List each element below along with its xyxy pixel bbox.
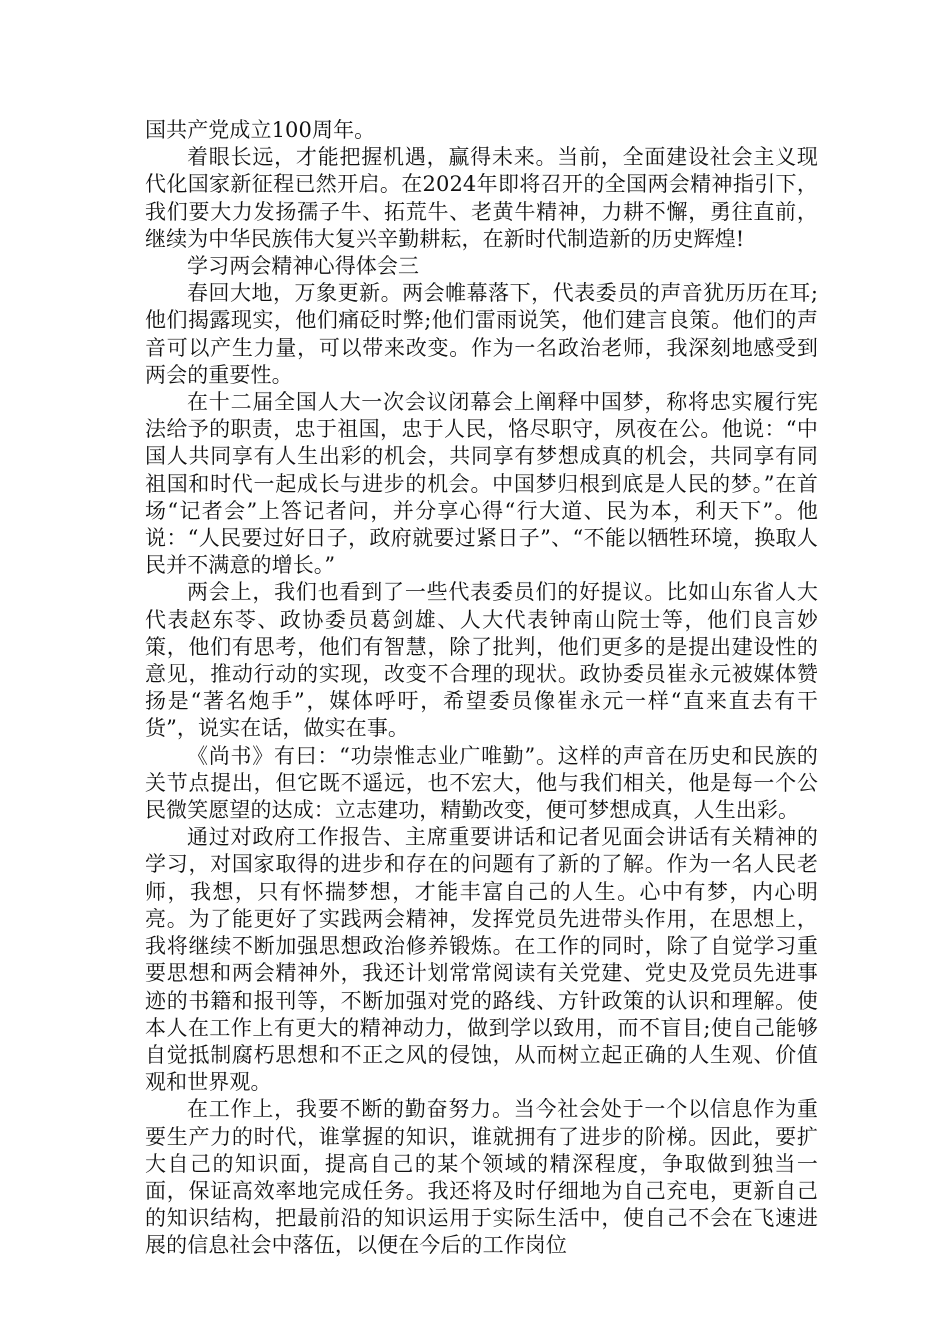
paragraph: 国共产党成立100周年。 — [145, 118, 376, 142]
paragraph: 两会上，我们也看到了一些代表委员们的好提议。比如山东省人大代表赵东苓、政协委员葛剑雄、人大代表钟南山院士等，他们良言妙策，他们有思考，他们有智慧，除了批判，他们更多的是提出建设性的意见，推动行动的实现，改变不合理的现状。政协委员崔永元被媒体赞扬是“著名炮手”，媒体呼吁，希望委员像崔永元一样“直来直去有干货”，说实在话，做实在事。 — [145, 580, 818, 741]
paragraph: 着眼长远，才能把握机遇，赢得未来。当前，全面建设社会主义现代化国家新征程已然开启。在2024年即将召开的全国两会精神指引下，我们要大力发扬孺子牛、拓荒牛、老黄牛精神，力耕不懈，勇往直前，继续为中华民族伟大复兴辛勤耕耘，在新时代制造新的历史辉煌! — [145, 145, 818, 251]
section-heading: 学习两会精神心得体会三 — [187, 254, 420, 279]
paragraph: 《尚书》有曰：“功崇惟志业广唯勤”。这样的声音在历史和民族的关节点提出，但它既不遥远，也不宏大，他与我们相关，他是每一个公民微笑愿望的达成：立志建功，精勤改变，便可梦想成真，人生出彩。 — [145, 743, 818, 823]
document-body — [145, 117, 818, 1260]
paragraph: 通过对政府工作报告、主席重要讲话和记者见面会讲话有关精神的学习，对国家取得的进步和存在的问题有了新的了解。作为一名人民老师，我想，只有怀揣梦想，才能丰富自己的人生。心中有梦，内心明亮。为了能更好了实践两会精神，发挥党员先进带头作用，在思想上，我将继续不断加强思想政治修养锻炼。在工作的同时，除了自觉学习重要思想和两会精神外，我还计划常常阅读有关党建、党史及党员先进事迹的书籍和报刊等，不断加强对党的路线、方针政策的认识和理解。使本人在工作上有更大的精神动力，做到学以致用，而不盲目;使自己能够自觉抵制腐朽思想和不正之风的侵蚀，从而树立起正确的人生观、价值观和世界观。 — [145, 825, 818, 1095]
paragraph: 在工作上，我要不断的勤奋努力。当今社会处于一个以信息作为重要生产力的时代，谁掌握的知识，谁就拥有了进步的阶梯。因此，要扩大自己的知识面，提高自己的某个领域的精深程度，争取做到独当一面，保证高效率地完成任务。我还将及时仔细地为自己充电，更新自己的知识结构，把最前沿的知识运用于实际生活中，使自己不会在飞速进展的信息社会中落伍，以便在今后的工作岗位 — [145, 1097, 818, 1258]
paragraph: 在十二届全国人大一次会议闭幕会上阐释中国梦，称将忠实履行宪法给予的职责，忠于祖国，忠于人民，恪尽职守，夙夜在公。他说：“中国人共同享有人生出彩的机会，共同享有梦想成真的机会，共同享有同祖国和时代一起成长与进步的机会。中国梦归根到底是人民的梦。”在首场“记者会”上答记者问，并分享心得“行大道、民为本，利天下”。他说：“人民要过好日子，政府就要过紧日子”、“不能以牺牲环境，换取人民并不满意的增长。” — [145, 390, 818, 578]
paragraph: 春回大地，万象更新。两会帷幕落下，代表委员的声音犹历历在耳;他们揭露现实，他们痛砭时弊;他们雷雨说笑，他们建言良策。他们的声音可以产生力量，可以带来改变。作为一名政治老师，我深刻地感受到两会的重要性。 — [145, 281, 818, 387]
